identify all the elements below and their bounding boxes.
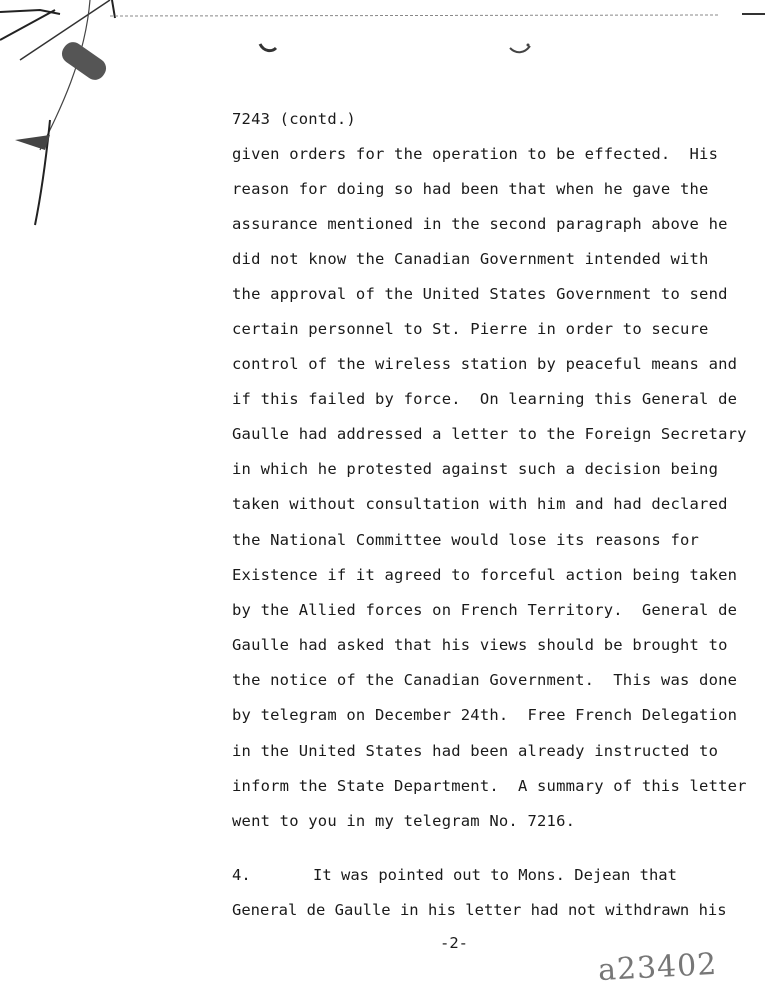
- paragraph-second-line: General de Gaulle in his letter had not withdrawn his: [232, 901, 727, 919]
- archive-stamp: a23402: [597, 946, 719, 989]
- scan-edge-artifact: [0, 0, 140, 240]
- body-line: by the Allied forces on French Territory. General de: [232, 601, 738, 619]
- body-line: assurance mentioned in the second paragraph above he: [232, 215, 728, 233]
- scan-mark-left: [258, 40, 278, 54]
- body-line: went to you in my telegram No. 7216.: [232, 812, 576, 830]
- scan-top-line-artifact: [110, 10, 765, 20]
- paragraph-number: 4.: [232, 866, 251, 884]
- body-line: control of the wireless station by peaceful means and: [232, 355, 738, 373]
- body-line: inform the State Department. A summary of this letter: [232, 777, 747, 795]
- page-number: -2-: [440, 934, 468, 952]
- telegram-reference-heading: 7243 (contd.): [232, 110, 356, 128]
- body-line: did not know the Canadian Government intended with: [232, 250, 709, 268]
- body-line: the approval of the United States Government to send: [232, 285, 728, 303]
- body-line: certain personnel to St. Pierre in order to secure: [232, 320, 709, 338]
- body-line: in the United States had been already instructed to: [232, 742, 719, 760]
- body-line: in which he protested against such a decision being: [232, 460, 719, 478]
- body-line: Existence if it agreed to forceful action being taken: [232, 566, 738, 584]
- body-line: reason for doing so had been that when he gave the: [232, 180, 709, 198]
- body-line: Gaulle had asked that his views should be brought to: [232, 636, 728, 654]
- scan-mark-right: [508, 42, 532, 56]
- body-line: by telegram on December 24th. Free French Delegation: [232, 706, 738, 724]
- body-line: taken without consultation with him and had declared: [232, 495, 728, 513]
- body-line: if this failed by force. On learning this General de: [232, 390, 738, 408]
- paragraph-first-line: It was pointed out to Mons. Dejean that: [313, 866, 677, 884]
- body-line: the National Committee would lose its reasons for: [232, 531, 700, 549]
- body-line: Gaulle had addressed a letter to the Foreign Secretary: [232, 425, 747, 443]
- body-line: given orders for the operation to be effected. His: [232, 145, 719, 163]
- body-line: the notice of the Canadian Government. This was done: [232, 671, 738, 689]
